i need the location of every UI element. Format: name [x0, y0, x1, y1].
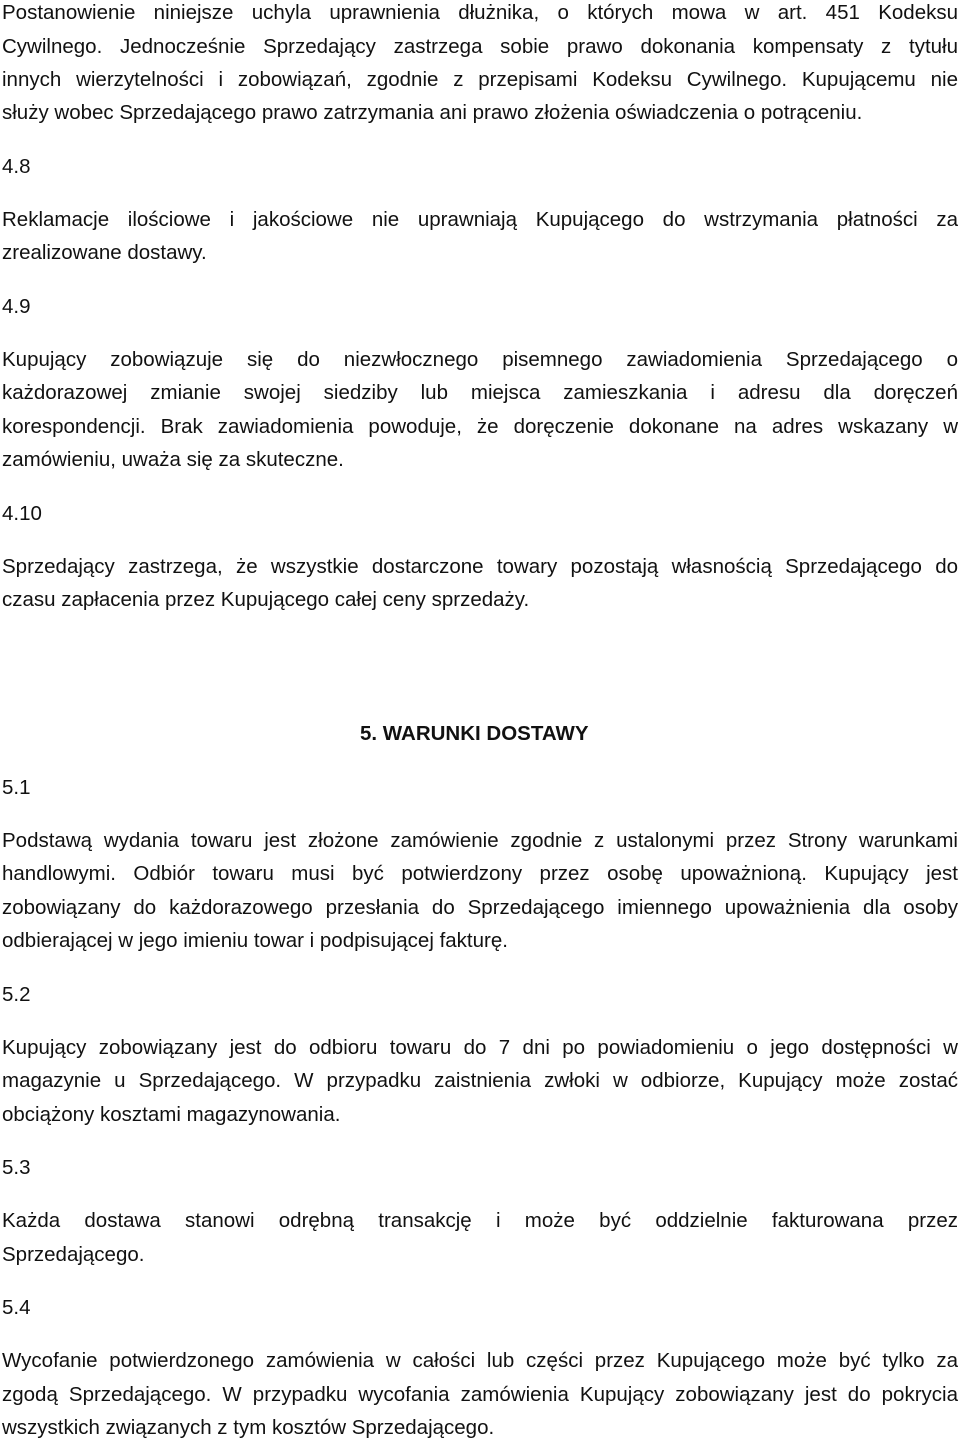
paragraph-5-2-line: Kupujący zobowiązany jest do odbioru towaru do 7 dni po powiadomieniu o jego dostępności w	[2, 1036, 958, 1059]
paragraph-4-9-line: Kupujący zobowiązuje się do niezwłocznego pisemnego zawiadomienia Sprzedającego o	[2, 348, 958, 371]
paragraph-4-8-line: Reklamacje ilościowe i jakościowe nie uprawniają Kupującego do wstrzymania płatności za	[2, 208, 958, 231]
paragraph-5-2-line: magazynie u Sprzedającego. W przypadku zaistnienia zwłoki w odbiorze, Kupujący może zostać	[2, 1069, 958, 1092]
section-number-4-10: 4.10	[2, 502, 42, 525]
paragraph-4-9-line: każdorazowej zmianie swojej siedziby lub miejsca zamieszkania i adresu dla doręczeń	[2, 381, 958, 404]
paragraph-5-1-line: handlowymi. Odbiór towaru musi być potwierdzony przez osobę upoważnioną. Kupujący jest	[2, 862, 958, 885]
paragraph-4-7-line: Postanowienie niniejsze uchyla uprawnienia dłużnika, o których mowa w art. 451 Kodeksu	[2, 1, 958, 24]
section-number-5-2: 5.2	[2, 983, 31, 1006]
paragraph-5-1-line: odbierającej w jego imieniu towar i podpisującej fakturę.	[2, 929, 508, 952]
paragraph-4-7-line: służy wobec Sprzedającego prawo zatrzymania ani prawo złożenia oświadczenia o potrąceniu.	[2, 101, 863, 124]
paragraph-4-10-line: Sprzedający zastrzega, że wszystkie dostarczone towary pozostają własnością Sprzedającego do	[2, 555, 958, 578]
paragraph-5-2-line: obciążony kosztami magazynowania.	[2, 1103, 341, 1126]
section-number-5-3: 5.3	[2, 1156, 31, 1179]
paragraph-4-7-line: innych wierzytelności i zobowiązań, zgodnie z przepisami Kodeksu Cywilnego. Kupującemu nie	[2, 68, 958, 91]
paragraph-4-8-line: zrealizowane dostawy.	[2, 241, 207, 264]
chapter-heading: 5. WARUNKI DOSTAWY	[360, 722, 589, 745]
paragraph-5-1-line: zobowiązany do każdorazowego przesłania do Sprzedającego imiennego upoważnienia dla osoby	[2, 896, 958, 919]
paragraph-5-4-line: wszystkich związanych z tym kosztów Sprzedającego.	[2, 1416, 495, 1439]
section-number-4-9: 4.9	[2, 295, 31, 318]
paragraph-5-1-line: Podstawą wydania towaru jest złożone zamówienie zgodnie z ustalonymi przez Strony warunkami	[2, 829, 958, 852]
paragraph-5-4-line: zgodą Sprzedającego. W przypadku wycofania zamówienia Kupujący zobowiązany jest do pokrycia	[2, 1383, 958, 1406]
paragraph-4-7-line: Cywilnego. Jednocześnie Sprzedający zastrzega sobie prawo dokonania kompensaty z tytułu	[2, 35, 958, 58]
section-number-5-1: 5.1	[2, 776, 31, 799]
paragraph-4-9-line: zamówieniu, uważa się za skuteczne.	[2, 448, 344, 471]
paragraph-5-4-line: Wycofanie potwierdzonego zamówienia w całości lub części przez Kupującego może być tylko za	[2, 1349, 958, 1372]
paragraph-5-3-line: Każda dostawa stanowi odrębną transakcję i może być oddzielnie fakturowana przez	[2, 1209, 958, 1232]
paragraph-4-10-line: czasu zapłacenia przez Kupującego całej ceny sprzedaży.	[2, 588, 530, 611]
section-number-4-8: 4.8	[2, 155, 31, 178]
paragraph-4-9-line: korespondencji. Brak zawiadomienia powoduje, że doręczenie dokonane na adres wskazany w	[2, 415, 958, 438]
paragraph-5-3-line: Sprzedającego.	[2, 1243, 145, 1266]
section-number-5-4: 5.4	[2, 1296, 31, 1319]
